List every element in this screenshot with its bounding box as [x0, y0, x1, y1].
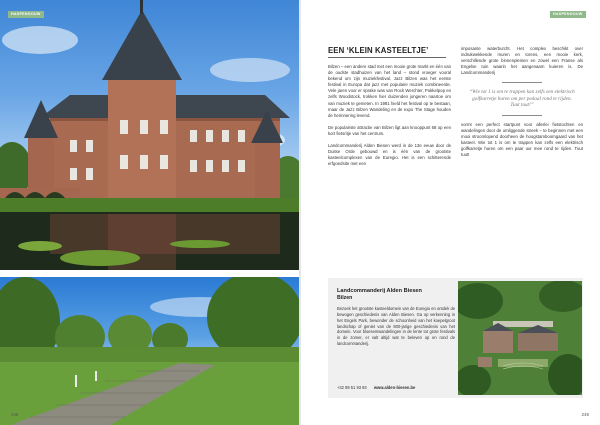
- page-number-right: 249: [581, 412, 589, 417]
- website-link[interactable]: www.alden-biesen.be: [373, 385, 416, 390]
- park-photo: [0, 277, 299, 425]
- article-column-right: [461, 46, 583, 164]
- castle-illustration: [0, 0, 299, 270]
- info-subtitle: Bilzen: [337, 295, 353, 302]
- pull-quote: “Wie tot 1 is om te trappen kan zelfs een elektrisch golfkarretje huren om per pedaal rond te rijden. Tuut tuut!”: [469, 89, 575, 109]
- article-column-left: [328, 64, 451, 173]
- article-title: EEN ‘KLEIN KASTEELTJE’: [328, 46, 429, 55]
- article-paragraph-5: vormt een perfect startpunt voor allerlei fietstochten en wandelingen door de omliggende streek – te beginnen met een mooi stroomlopend doorheen de hoogstamboomgaard van het kasteel. Wie tot 1 is om te trappen kan zelfs een elektrisch golfkarretje huren om een paar uur mee rond te rijden. Tuut tuut!: [461, 121, 583, 158]
- section-tag-left: HASPENGOUW: [8, 11, 44, 18]
- info-box: [328, 278, 583, 398]
- info-text: [337, 288, 455, 347]
- article-paragraph-3: Landcommanderij Alden Biesen werd in de 13e eeuw door de Duitse Orde gebouwd en is één van de grootste kasteelcomplexen van de Euregio. Het is een schitterende erfgoedsite met een: [328, 143, 451, 167]
- park-illustration: [0, 277, 299, 425]
- title-rule: [328, 57, 446, 58]
- article-paragraph-1: Bilzen – een andere stad met een mooie grote markt en één van de oudste stadhuizen van het land – stond vroeger vooral bekend om zijn muziekfestival. Jazz Bilzen was het eerste festival in Europa dat jazz met populaire muziek combineerde. Vele jaren voor er sprake was van Rock Werchter, Pukkelpop en zelfs Woodstock, trokken hier duizenden jongeren naartoe om van muziek te genieten. In 1981 hield het festival op te bestaan, maar de Jazz Bilzen Wandeling en de expo The Stage houden de herinnering levend.: [328, 64, 451, 118]
- phone-number: +32 89 51 93 93: [337, 385, 367, 390]
- info-title: Landcommanderij Alden Biesen: [337, 288, 422, 294]
- aerial-photo: [458, 281, 582, 395]
- article-paragraph-2: De populairste attractie van Bilzen ligt aan knooppunt 68 op een kort fietsritje van het centrum.: [328, 124, 451, 136]
- quote-rule-top: [502, 82, 542, 83]
- page-gutter: [299, 0, 301, 425]
- info-contact: [337, 385, 415, 390]
- article-paragraph-4: imposante waterburcht. Het complex beschikt over indrukwekkende muren en torens, een mooie kerk, verschillende grote binnenpleinen en zowel een Franse als Engelse tuin waarin het aangenaam kuieren is. De Landcommanderij: [461, 46, 583, 76]
- info-body: Bezoek het grootste kasteeldomein van de Euregio en ontdek de bewogen geschiedenis van Alden Biesen. Ga op verkenning in het Engels Park, bewonder de schoonheid van het koepelgroot landschap of geniet van de 800-jarige geschiedenis van het domein. Voor bloesemwandelingen in de lente tot grote festivals in de zomer, er valt altijd wat te beleven op en rond de landcommanderij.: [337, 306, 455, 346]
- quote-rule-bottom: [502, 115, 542, 116]
- aerial-illustration: [458, 281, 582, 395]
- page-number-left: 246: [11, 412, 19, 417]
- castle-photo: [0, 0, 299, 270]
- section-tag-right: HASPENGOUW: [550, 11, 586, 18]
